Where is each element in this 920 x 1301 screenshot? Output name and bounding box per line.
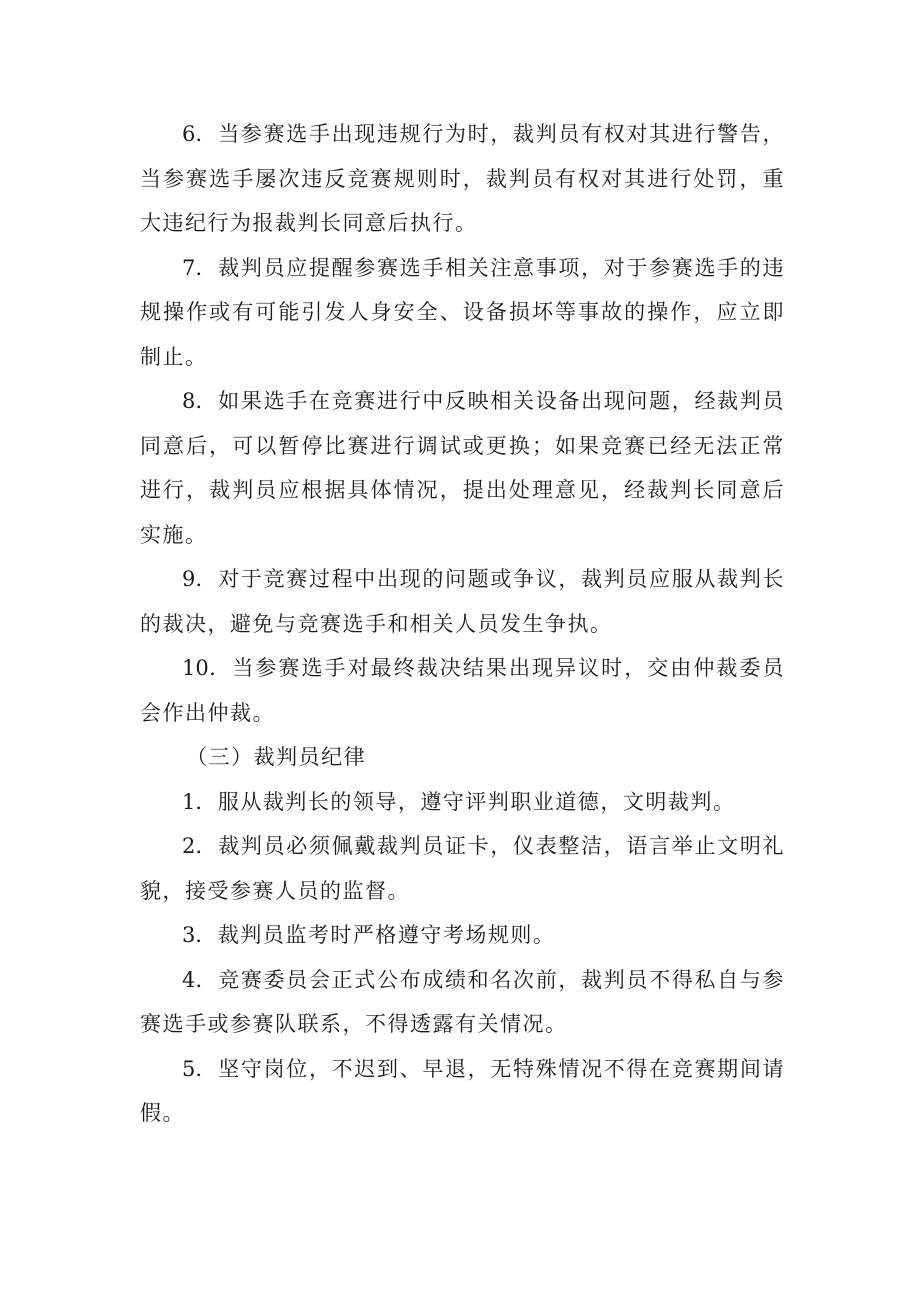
- item-text: ．当参赛选手对最终裁决结果出现异议时，交由仲裁委员会作出仲裁。: [140, 656, 785, 725]
- discipline-item-5: [140, 1047, 785, 1136]
- item-text: ．如果选手在竞赛进行中反映相关设备出现问题，经裁判员同意后，可以暂停比赛进行调试或更换；如果竞赛已经无法正常进行，裁判员应根据具体情况，提出处理意见，经裁判长同意后实施。: [140, 389, 785, 547]
- rule-item-8: [140, 379, 785, 557]
- discipline-item-4: [140, 958, 785, 1047]
- item-text: ．裁判员必须佩戴裁判员证卡，仪表整洁，语言举止文明礼貌，接受参赛人员的监督。: [140, 834, 785, 903]
- item-number: 8: [182, 389, 196, 413]
- item-number: 4: [182, 967, 196, 992]
- item-text: ．当参赛选手出现违规行为时，裁判员有权对其进行警告，当参赛选手屡次违反竞赛规则时，裁判员有权对其进行处罚，重大违纪行为报裁判长同意后执行。: [140, 122, 785, 235]
- item-number: 1: [182, 789, 196, 814]
- item-number: 3: [182, 923, 196, 947]
- item-number: 6: [182, 122, 196, 146]
- document-page: [140, 112, 785, 1136]
- item-text: ．服从裁判长的领导，遵守评判职业道德，文明裁判。: [195, 789, 736, 814]
- item-number: 9: [182, 567, 196, 591]
- discipline-item-3: [140, 913, 785, 958]
- discipline-item-1: [140, 780, 785, 825]
- item-text: ．裁判员监考时严格遵守考场规则。: [195, 923, 556, 947]
- item-text: ．坚守岗位，不迟到、早退，无特殊情况不得在竞赛期间请假。: [140, 1056, 785, 1125]
- rule-item-6: [140, 112, 785, 246]
- discipline-item-2: [140, 824, 785, 913]
- section-heading: （三）裁判员纪律: [186, 745, 367, 769]
- rule-item-7: [140, 246, 785, 380]
- item-text: ．裁判员应提醒参赛选手相关注意事项，对于参赛选手的违规操作或有可能引发人身安全、设备损坏等事故的操作，应立即制止。: [140, 255, 785, 369]
- item-number: 7: [182, 255, 196, 280]
- item-text: ．对于竞赛过程中出现的问题或争议，裁判员应服从裁判长的裁决，避免与竞赛选手和相关人员发生争执。: [140, 567, 785, 636]
- item-number: 5: [182, 1056, 196, 1081]
- item-number: 2: [182, 834, 196, 858]
- item-text: ．竞赛委员会正式公布成绩和名次前，裁判员不得私自与参赛选手或参赛队联系，不得透露有关情况。: [140, 967, 785, 1036]
- item-number: 10: [182, 656, 209, 680]
- rule-item-9: [140, 557, 785, 646]
- rule-item-10: [140, 646, 785, 735]
